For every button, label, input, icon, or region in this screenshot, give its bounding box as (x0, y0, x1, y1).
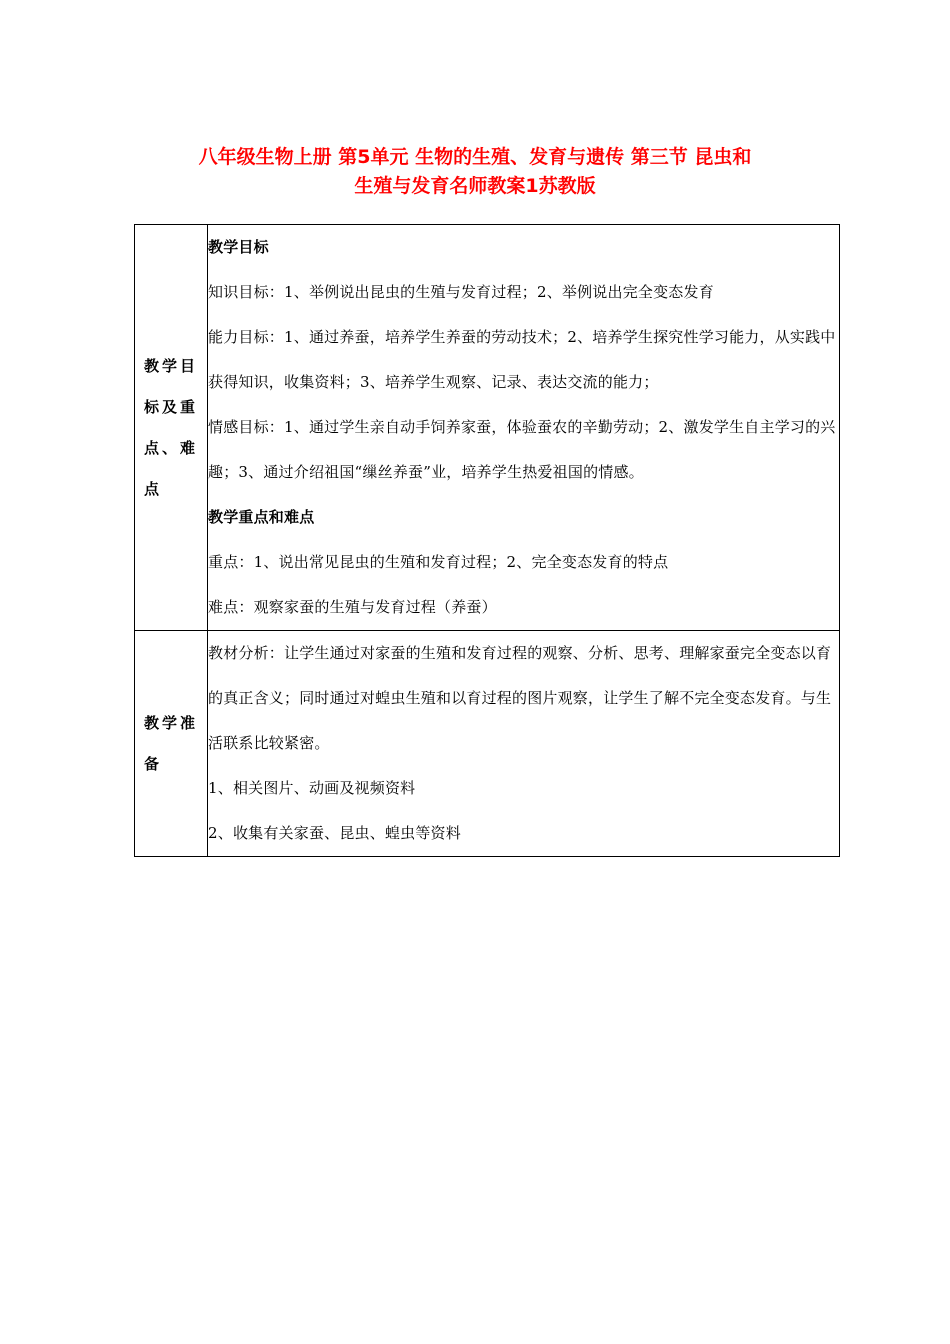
preparation-item: 2、收集有关家蚕、昆虫、蝗虫等资料 (208, 824, 461, 842)
material-analysis: 教材分析：让学生通过对家蚕的生殖和发育过程的观察、分析、思考、理解家蚕完全变态以育的真正含义；同时通过对蝗虫生殖和以育过程的图片观察，让学生了解不完全变态发育。与生活联系比较紧密。 (208, 644, 832, 752)
section-heading-key-points: 教学重点和难点 (208, 508, 315, 526)
table-row (135, 225, 840, 631)
difficulty-point: 难点：观察家蚕的生殖与发育过程（养蚕） (208, 598, 497, 616)
row-label-cell (135, 631, 208, 857)
preparation-content (208, 631, 839, 856)
row-label-cell (135, 225, 208, 631)
key-point: 重点：1、说出常见昆虫的生殖和发育过程；2、完全变态发育的特点 (208, 553, 669, 571)
ability-objective: 能力目标：1、通过养蚕，培养学生养蚕的劳动技术；2、培养学生探究性学习能力，从实践中获得知识，收集资料；3、培养学生观察、记录、表达交流的能力； (208, 328, 836, 391)
knowledge-objective: 知识目标：1、举例说出昆虫的生殖与发育过程；2、举例说出完全变态发育 (208, 283, 714, 301)
objectives-content (208, 225, 839, 630)
lesson-plan-table (134, 224, 840, 857)
emotion-objective: 情感目标：1、通过学生亲自动手饲养家蚕，体验蚕农的辛勤劳动；2、激发学生自主学习的兴趣；3、通过介绍祖国“缫丝养蚕”业，培养学生热爱祖国的情感。 (208, 418, 836, 481)
document-title (0, 143, 950, 201)
row-content-cell (208, 225, 840, 631)
row-label-objectives: 教学目标及重点、难点 (144, 356, 199, 498)
preparation-item: 1、相关图片、动画及视频资料 (208, 779, 416, 797)
title-line-2: 生殖与发育名师教案1苏教版 (354, 175, 596, 197)
section-heading-objectives: 教学目标 (208, 238, 269, 256)
row-content-cell (208, 631, 840, 857)
table-row (135, 631, 840, 857)
row-label-preparation: 教学准备 (144, 713, 199, 773)
title-line-1: 八年级生物上册 第5单元 生物的生殖、发育与遗传 第三节 昆虫和 (198, 146, 752, 168)
